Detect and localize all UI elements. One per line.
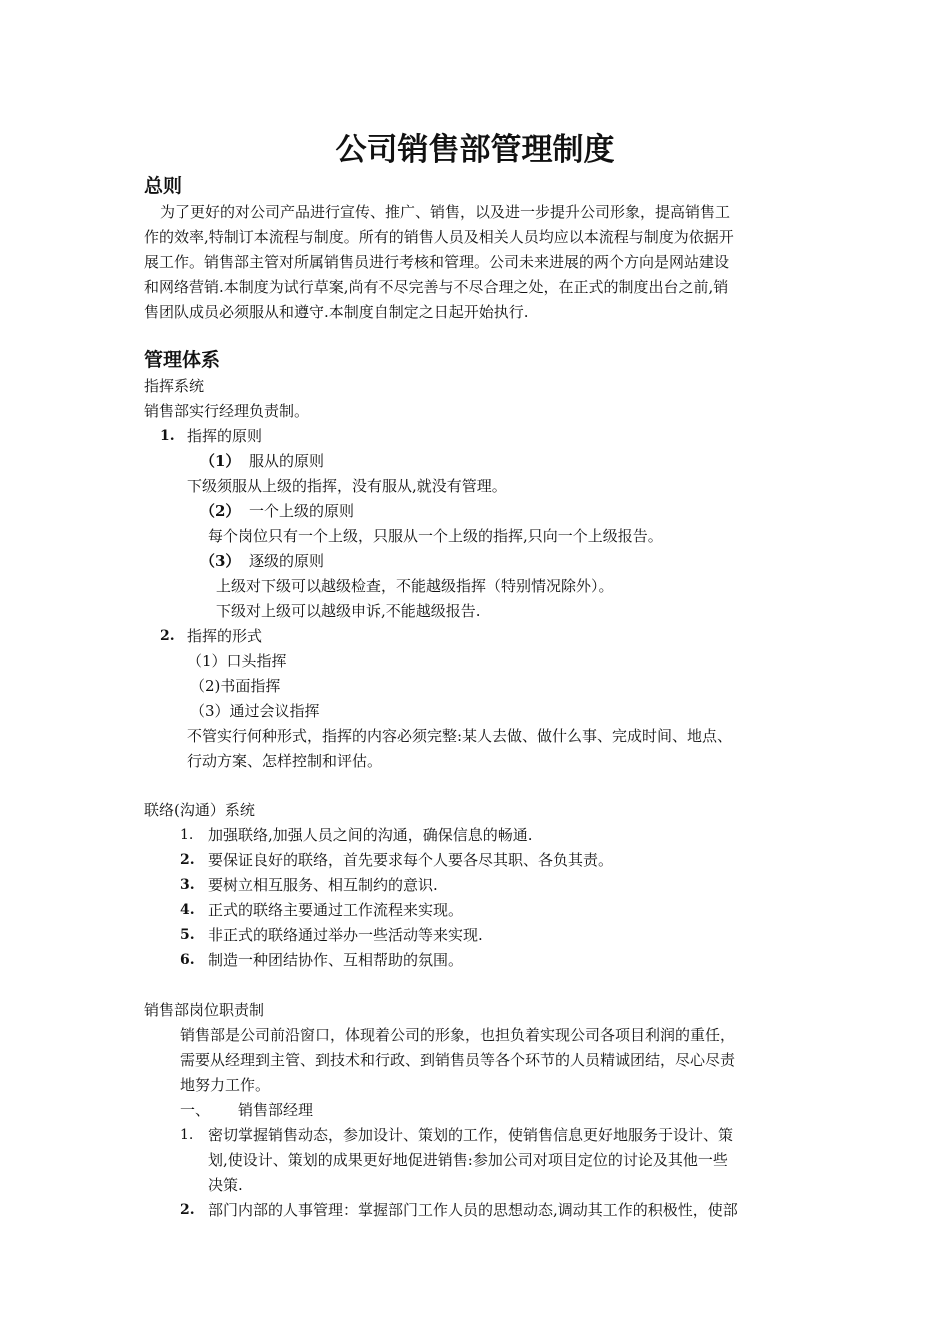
command-form-item: （2)书面指挥	[190, 677, 281, 695]
list-number: 6.	[180, 952, 195, 968]
sub-heading-number: 一、	[180, 1101, 211, 1119]
list-item-text: 指挥的原则	[187, 427, 263, 445]
list-number: 2.	[180, 852, 195, 868]
list-number: 1.	[180, 1127, 194, 1143]
section-heading-general: 总则	[144, 175, 183, 197]
sub-number: （3）	[200, 552, 241, 570]
general-paragraph-line: 作的效率,特制订本流程与制度。所有的销售人员及相关人员均应以本流程与制度为依据开	[144, 228, 734, 246]
subsection-label-liaison: 联络(沟通）系统	[144, 801, 255, 819]
duties-intro-line: 需要从经理到主管、到技术和行政、到销售员等各个环节的人员精诚团结，尽心尽责	[180, 1051, 736, 1069]
general-paragraph-line: 售团队成员必须服从和遵守.本制度自制定之日起开始执行.	[144, 303, 529, 321]
sub-heading-sales-manager: 销售部经理	[238, 1101, 314, 1119]
general-paragraph-line: 为了更好的对公司产品进行宣传、推广、销售，以及进一步提升公司形象，提高销售工	[160, 203, 731, 221]
sub-item-text: 一个上级的原则	[249, 502, 355, 520]
list-number: 2.	[180, 1202, 195, 1218]
list-number: 3.	[180, 877, 195, 893]
liaison-item: 非正式的联络通过举办一些活动等来实现.	[208, 926, 483, 944]
duty-item-line: 决策.	[208, 1176, 243, 1194]
section-heading-management: 管理体系	[144, 349, 221, 371]
list-number: 5.	[180, 927, 195, 943]
sub-item-description: 每个岗位只有一个上级，只服从一个上级的指挥,只向一个上级报告。	[208, 527, 663, 545]
duty-item-line: 密切掌握销售动态，参加设计、策划的工作，使销售信息更好地服务于设计、策	[208, 1126, 734, 1144]
duties-intro-line: 销售部是公司前沿窗口，体现着公司的形象，也担负着实现公司各项目利润的重任，	[180, 1026, 736, 1044]
sub-number: （1）	[200, 452, 241, 470]
sub-number: （2）	[200, 502, 241, 520]
liaison-item: 加强联络,加强人员之间的沟通，确保信息的畅通.	[208, 826, 533, 844]
general-paragraph-line: 展工作。销售部主管对所属销售员进行考核和管理。公司未来进展的两个方向是网站建设	[144, 253, 730, 271]
liaison-item: 要保证良好的联络，首先要求每个人要各尽其职、各负其责。	[208, 851, 614, 869]
duty-item-line: 部门内部的人事管理：掌握部门工作人员的思想动态,调动其工作的积极性，使部	[208, 1201, 738, 1219]
list-number: 1.	[160, 428, 175, 444]
subsection-label-duties: 销售部岗位职责制	[144, 1001, 265, 1019]
list-number: 1.	[180, 827, 194, 843]
duty-item-line: 划,使设计、策划的成果更好地促进销售:参加公司对项目定位的讨论及其他一些	[208, 1151, 728, 1169]
command-form-description: 不管实行何种形式，指挥的内容必须完整:某人去做、做什么事、完成时间、地点、	[187, 727, 733, 745]
command-form-item: （3）通过会议指挥	[190, 702, 320, 720]
sub-item-description: 下级对上级可以越级申诉,不能越级报告.	[216, 602, 481, 620]
list-number: 4.	[180, 902, 195, 918]
sub-item-description: 上级对下级可以越级检查，不能越级指挥（特别情况除外）。	[216, 577, 614, 595]
document-title: 公司销售部管理制度	[335, 132, 615, 168]
general-paragraph-line: 和网络营销.本制度为试行草案,尚有不尽完善与不尽合理之处，在正式的制度出台之前,销	[144, 278, 729, 296]
liaison-item: 正式的联络主要通过工作流程来实现。	[208, 901, 464, 919]
list-number: 2.	[160, 628, 175, 644]
command-form-item: （1）口头指挥	[187, 652, 287, 670]
sub-item-text: 逐级的原则	[249, 552, 325, 570]
command-intro: 销售部实行经理负责制。	[144, 402, 310, 420]
liaison-item: 要树立相互服务、相互制约的意识.	[208, 876, 438, 894]
liaison-item: 制造一种团结协作、互相帮助的氛围。	[208, 951, 464, 969]
subsection-label-command: 指挥系统	[144, 377, 205, 395]
list-item-text: 指挥的形式	[187, 627, 263, 645]
duties-intro-line: 地努力工作。	[180, 1076, 271, 1094]
sub-item-description: 下级须服从上级的指挥，没有服从,就没有管理。	[187, 477, 507, 495]
sub-item-text: 服从的原则	[249, 452, 325, 470]
command-form-description: 行动方案、怎样控制和评估。	[187, 752, 383, 770]
